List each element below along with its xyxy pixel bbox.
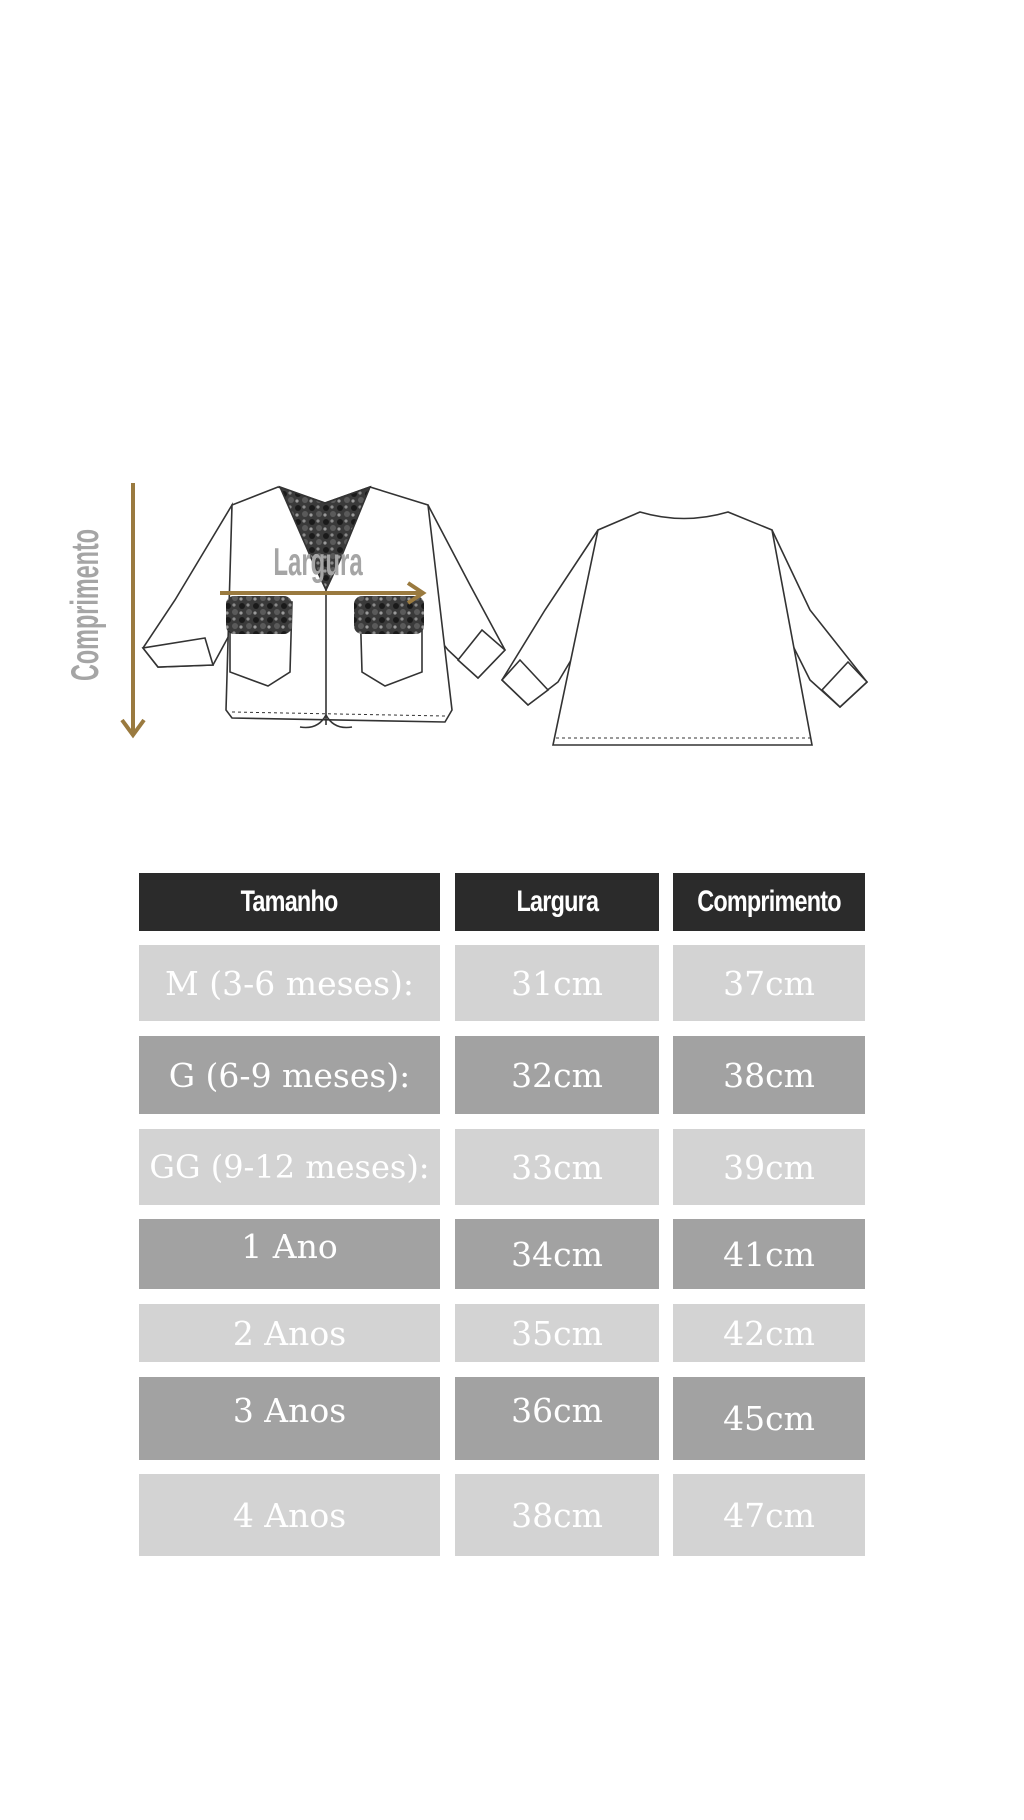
row-6-size: 3 Anos <box>139 1377 440 1460</box>
row-7-width: 38cm <box>455 1474 659 1556</box>
row-4-length: 41cm <box>673 1219 865 1289</box>
row-7-size: 4 Anos <box>139 1474 440 1556</box>
width-label: Largura <box>273 540 363 584</box>
row-4-size: 1 Ano <box>139 1219 440 1289</box>
row-6-length: 45cm <box>673 1377 865 1460</box>
header-width: Largura <box>455 873 659 931</box>
row-1-width: 31cm <box>455 945 659 1021</box>
header-size: Tamanho <box>139 873 440 931</box>
row-3-size: GG (9-12 meses): <box>139 1129 440 1205</box>
row-5-width: 35cm <box>455 1304 659 1362</box>
row-3-length: 39cm <box>673 1129 865 1205</box>
row-4-width: 34cm <box>455 1219 659 1289</box>
header-length: Comprimento <box>673 873 865 931</box>
length-label: Comprimento <box>62 528 107 682</box>
row-2-length: 38cm <box>673 1036 865 1114</box>
row-5-size: 2 Anos <box>139 1304 440 1362</box>
row-2-width: 32cm <box>455 1036 659 1114</box>
row-1-length: 37cm <box>673 945 865 1021</box>
row-7-length: 47cm <box>673 1474 865 1556</box>
row-2-size: G (6-9 meses): <box>139 1036 440 1114</box>
row-1-size: M (3-6 meses): <box>139 945 440 1021</box>
row-3-width: 33cm <box>455 1129 659 1205</box>
row-6-width: 36cm <box>455 1377 659 1460</box>
row-5-length: 42cm <box>673 1304 865 1362</box>
